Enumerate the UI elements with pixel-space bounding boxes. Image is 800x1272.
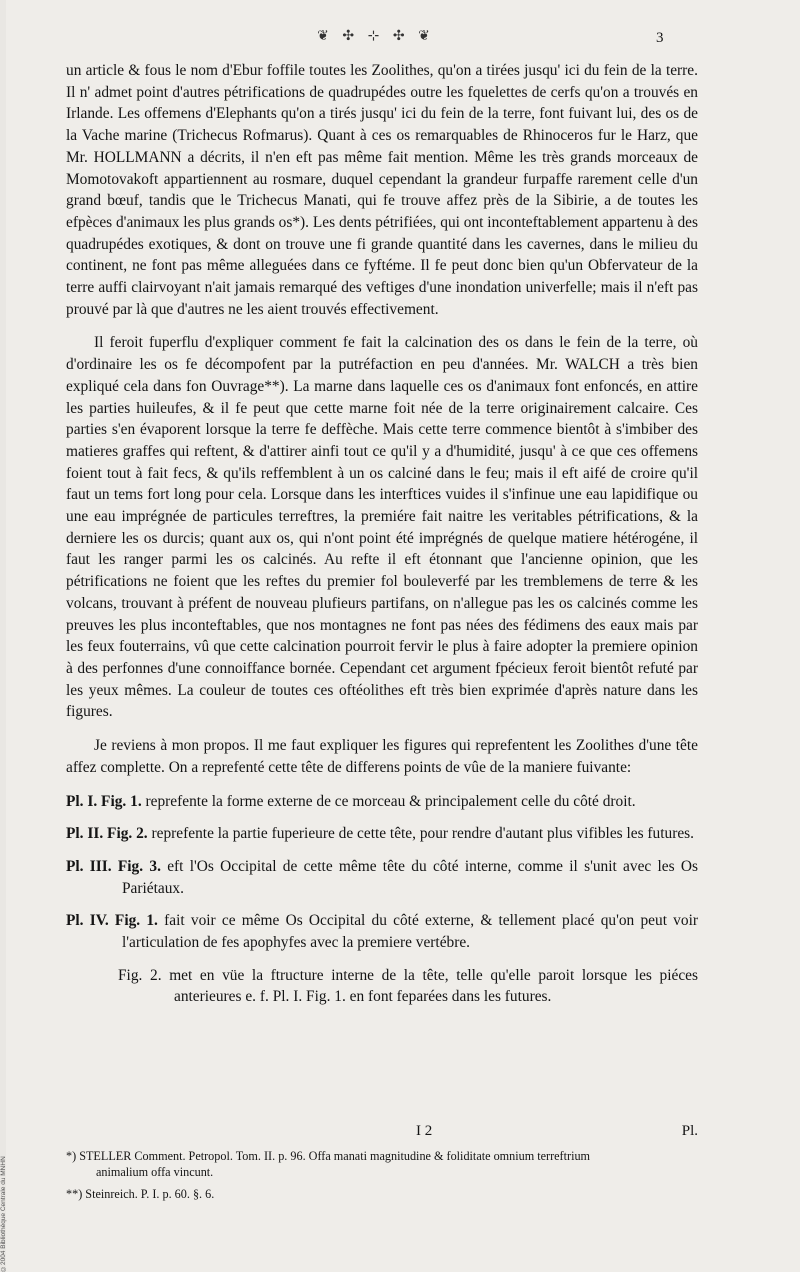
plate-entry <box>66 910 698 953</box>
footnote <box>66 1186 706 1202</box>
footnote-text: Steinreich. P. I. p. 60. §. 6. <box>85 1187 215 1201</box>
library-credit: ©2004 Bibliothèque Centrale du MNHN <box>0 1156 7 1272</box>
signature-row <box>66 1123 698 1145</box>
plate-ref: Fig. 2. <box>118 966 162 984</box>
footnote-continuation: animalium offa vincunt. <box>96 1165 214 1179</box>
footnote-mark: *) <box>66 1149 77 1163</box>
signature-mark: I 2 <box>416 1123 433 1139</box>
plate-ref: Pl. III. Fig. 3. <box>66 857 161 875</box>
page-number: 3 <box>656 30 664 46</box>
catchword: Pl. <box>681 1123 698 1139</box>
plate-text: reprefente la forme externe de ce morceau & principalement celle du côté droit. <box>145 792 636 810</box>
paragraph-2: Il feroit fuperflu d'expliquer comment fe fait la calcination des os dans le fein de la terre, où d'ordinaire les os fe décompofent par la putréfaction en peu d'années. Mr. WALCH a très bien expliqué cela dans fon Ouvrage**). La marne dans laquelle ces os d'animaux font enfoncés, en attire les parties huileufes, & il fe peut que cette marne foit née de la terre originairement calcaire. Ces parties s'en évaporent lorsque la terre fe deffèche. Mais cette terre commence bientôt à s'imbiber des matieres graffes qui reftent, & d'attirer ainfi tout ce qu'il y a d'humidité, jusqu' à ce que ces offemens foient tout à fait fecs, & qu'ils reffemblent à un os calciné dans le feu; mais il eft aifé de croire qu'il faut un tems fort long pour cela. Lorsque dans les interftices vuides il s'infinue une eau lapidifique ou une eau imprégnée de particules terreftres, la premiére fait naitre les veritables pétrifications, & la derniere les os durcis; quant aux os, qui n'ont point été imprégnés de quelque matiere hétérogéne, il faut les ranger parmi les os calcinés. Au refte il eft étonnant que l'ancienne opinion, que les pétrifications ne foient que les reftes du premier fol bouleverfé par les tremblemens de terre & les volcans, trouvant à préfent de nouveau plufieurs partifans, on n'allegue pas les os calcinés comme les preuves les plus inconteftables, que nos montagnes ne font pas nées des fédimens des eaux mais par les feux fouterrains, vû que cette calcination pourroit fervir le plus à faire adopter la premiere opinion à des perfonnes d'une connoiffance bornée. Cependant cet argument fpécieux feroit bientôt refuté par les yeux mêmes. La couleur de toutes ces oftéolithes eft très bien exprimée d'après nature dans les figures. <box>66 334 698 721</box>
plate-ref: Pl. II. Fig. 2. <box>66 825 148 843</box>
body-text <box>66 60 698 1019</box>
plate-entry <box>66 965 698 1008</box>
plate-text: eft l'Os Occipital de cette même tête du côté interne, comme il s'unit avec les Os Pariétaux. <box>122 857 698 897</box>
plate-text: fait voir ce même Os Occipital du côté externe, & tellement placé qu'on peut voir l'articulation de fes apophyfes avec la premiere vertébre. <box>122 912 698 952</box>
plate-ref: Pl. I. Fig. 1. <box>66 792 142 810</box>
plate-text: reprefente la partie fuperieure de cette tête, pour rendre d'autant plus vifibles les futures. <box>151 825 695 843</box>
plate-entry <box>66 791 698 813</box>
plate-entry <box>66 823 698 845</box>
footnote <box>66 1148 706 1180</box>
plate-text: met en vüe la ftructure interne de la tête, telle qu'elle paroit lorsque les piéces anterieures e. f. Pl. I. Fig. 1. en font feparées dans les futures. <box>169 966 698 1006</box>
paragraph-1: un article & fous le nom d'Ebur foffile toutes les Zoolithes, qu'on a tirées jusqu' ici du fein de la terre. Il n' admet point d'autres pétrifications de quadrupédes outre les fquelettes de cerfs qu'on a trouvés en Irlande. Les offemens d'Elephants qu'on a tirés jusqu' ici du fein de la terre, font fuivant lui, des os de la Vache marine (Trichecus Rofmarus). Quant à ces os remarquables de Rhinoceros fur le Harz, que Mr. HOLLMANN a décrits, il n'en eft pas même fait mention. Même les très grands morceaux de Momotovakoft appartiennent au rosmare, duquel cependant la grandeur furpaffe rarement celle d'un grand bœuf, tandis que le Trichecus Manati, qui fe trouve affez près de la Sibirie, a de toutes les efpèces d'animaux les plus grands os*). Les dents pétrifiées, qui ont inconteftablement appartenu à des quadrupédes exotiques, & dont on trouve une fi grande quantité dans les cavernes, dans le milieu du continent, ne font pas même alleguées dans ce fyftéme. Il fe peut donc bien qu'un Obfervateur de la terre auffi clairvoyant n'ait jamais remarqué des veftiges d'une inondation univerfelle; mais il n'eft pas prouvé par là que d'autres ne les aient trouvés effectivement. <box>66 62 698 318</box>
footnotes <box>66 1148 706 1208</box>
footnote-text: STELLER Comment. Petropol. Tom. II. p. 96. Offa manati magnitudine & foliditate omnium terreftrium <box>79 1149 591 1163</box>
plate-entry <box>66 856 698 899</box>
paragraph-3: Je reviens à mon propos. Il me faut expliquer les figures qui reprefentent les Zoolithes d'une tête affez complette. On a reprefenté cette tête de differens points de vûe de la maniere fuivante: <box>66 737 698 776</box>
header-ornament: ❦ ✣ ⊹ ✣ ❦ <box>317 29 435 44</box>
footnote-mark: **) <box>66 1187 83 1201</box>
book-page <box>6 0 800 1272</box>
plate-ref: Pl. IV. Fig. 1. <box>66 912 158 930</box>
